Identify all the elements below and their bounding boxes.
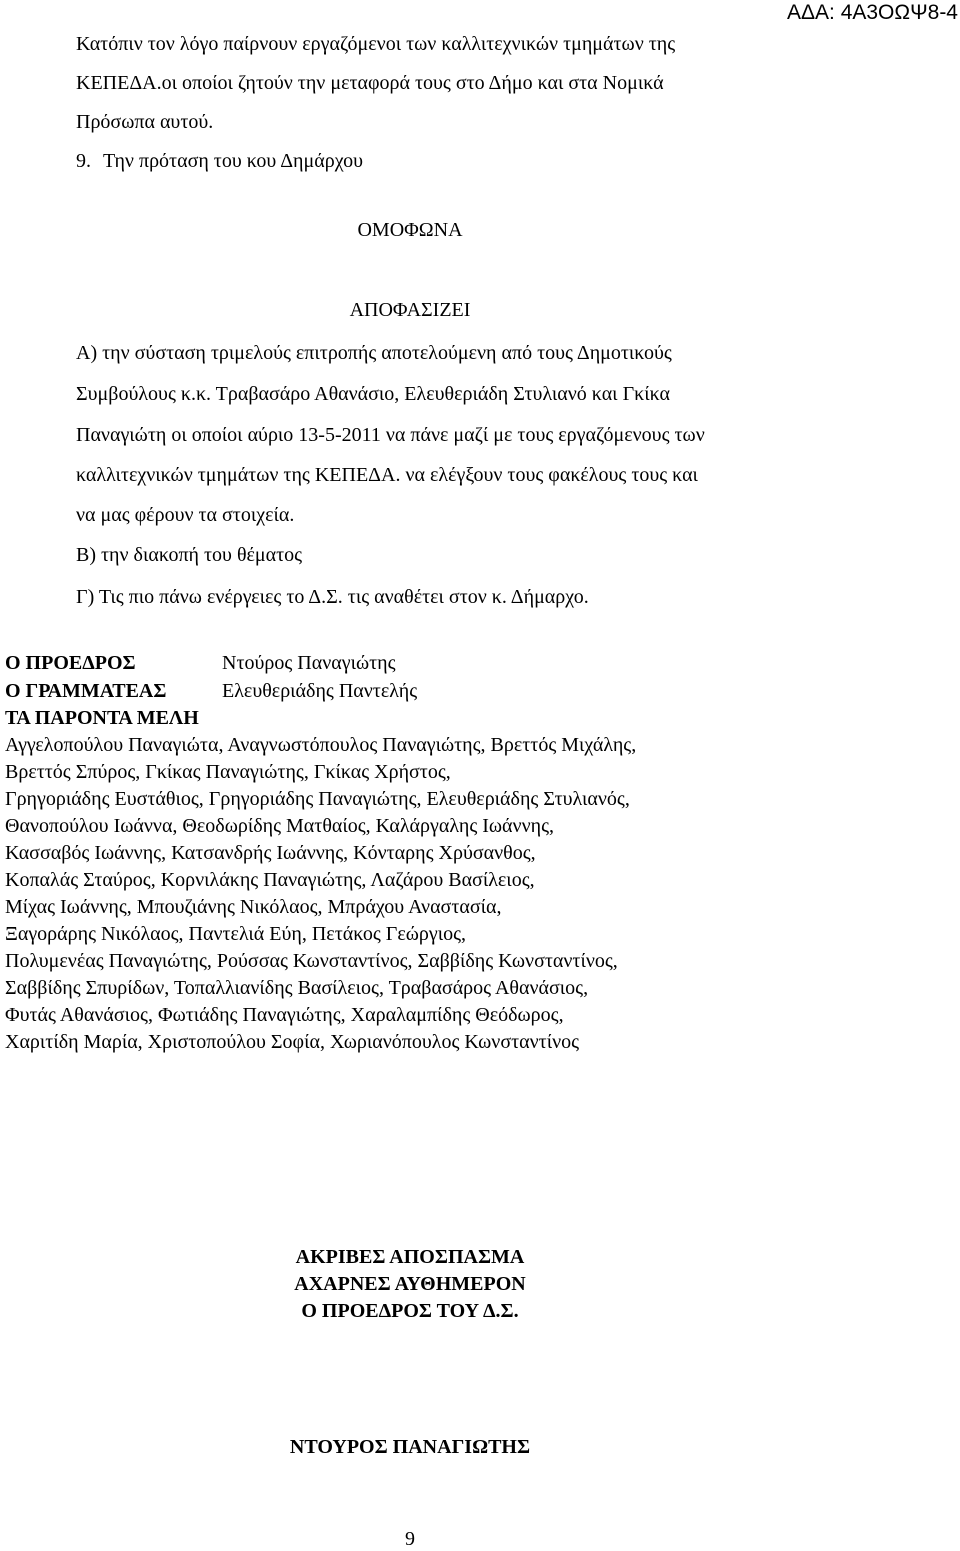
certification-line-2: ΑΧΑΡΝΕΣ ΑΥΘΗΜΕΡΟΝ [294,1273,526,1295]
decision-line-7: Γ) Τις πιο πάνω ενέργειες το Δ.Σ. τις αναθέτει στον κ. Δήμαρχο. [76,586,589,608]
decision-line-4: καλλιτεχνικών τμημάτων της ΚΕΠΕΔΑ. να ελέγξουν τους φακέλους τους και [76,464,698,486]
members-line-12: Χαριτίδη Μαρία, Χριστοπούλου Σοφία, Χωριανόπουλος Κωνσταντίνος [5,1031,580,1053]
secretary-name: Ελευθεριάδης Παντελής [222,680,418,702]
members-line-5: Κασσαβός Ιωάννης, Κατσανδρής Ιωάννης, Κόνταρης Χρύσανθος, [5,842,536,864]
certification-line-3: Ο ΠΡΟΕΔΡΟΣ ΤΟΥ Δ.Σ. [301,1300,519,1322]
members-line-6: Κοπαλάς Σταύρος, Κορνιλάκης Παναγιώτης, Λαζάρου Βασίλειος, [5,869,535,891]
members-line-4: Θανοπούλου Ιωάννα, Θεοδωρίδης Ματθαίος, Καλάργαλης Ιωάννης, [5,815,555,837]
decision-line-3: Παναγιώτη οι οποίοι αύριο 13-5-2011 να πάνε μαζί με τους εργαζόμενους των [76,424,705,446]
members-label: ΤΑ ΠΑΡΟΝΤΑ ΜΕΛΗ [5,707,199,729]
members-line-3: Γρηγοριάδης Ευστάθιος, Γρηγοριάδης Παναγιώτης, Ελευθεριάδης Στυλιανός, [5,788,630,810]
president-label: Ο ΠΡΟΕΔΡΟΣ [5,652,136,674]
decides-heading: ΑΠΟΦΑΣΙΖΕΙ [349,299,471,321]
signatory-name: ΝΤΟΥΡΟΣ ΠΑΝΑΓΙΩΤΗΣ [289,1436,531,1458]
intro-line-1: Κατόπιν τον λόγο παίρνουν εργαζόμενοι των καλλιτεχνικών τμημάτων της [76,33,676,55]
certification-line-1: ΑΚΡΙΒΕΣ ΑΠΟΣΠΑΣΜΑ [295,1246,525,1268]
members-line-2: Βρεττός Σπύρος, Γκίκας Παναγιώτης, Γκίκας Χρήστος, [5,761,451,783]
president-name: Ντούρος Παναγιώτης [222,652,396,674]
agenda-item-text: Την πρόταση του κου Δημάρχου [103,150,364,172]
members-line-8: Ξαγοράρης Νικόλαος, Παντελιά Εύη, Πετάκος Γεώργιος, [5,923,467,945]
intro-line-2: ΚΕΠΕΔΑ.οι οποίοι ζητούν την μεταφορά τους στο Δήμο και στα Νομικά [76,72,664,94]
unanimous-heading: ΟΜΟΦΩΝΑ [357,219,463,241]
members-line-1: Αγγελοπούλου Παναγιώτα, Αναγνωστόπουλος Παναγιώτης, Βρεττός Μιχάλης, [5,734,637,756]
secretary-row [5,679,417,703]
members-line-7: Μίχας Ιωάννης, Μπουζιάνης Νικόλαος, Μπράχου Αναστασία, [5,896,502,918]
members-line-9: Πολυμενέας Παναγιώτης, Ρούσσας Κωνσταντίνος, Σαββίδης Κωνσταντίνος, [5,950,618,972]
members-line-10: Σαββίδης Σπυρίδων, Τοπαλλιανίδης Βασίλειος, Τραβασάρος Αθανάσιος, [5,977,589,999]
decision-line-6: Β) την διακοπή του θέματος [76,544,303,566]
secretary-label: Ο ΓΡΑΜΜΑΤΕΑΣ [5,680,167,702]
decision-line-5: να μας φέρουν τα στοιχεία. [76,504,295,526]
members-line-11: Φυτάς Αθανάσιος, Φωτιάδης Παναγιώτης, Χαραλαμπίδης Θεόδωρος, [5,1004,564,1026]
agenda-item-number: 9. [76,150,91,172]
page-number: 9 [405,1528,415,1550]
decision-line-1: Α) την σύσταση τριμελούς επιτροπής αποτελούμενη από τους Δημοτικούς [76,342,672,364]
intro-line-3: Πρόσωπα αυτού. [76,111,214,133]
ada-code: ΑΔΑ: 4Α3ΟΩΨ8-4 [786,1,958,24]
president-row [5,651,396,675]
decision-line-2: Συμβούλους κ.κ. Τραβασάρο Αθανάσιο, Ελευθεριάδη Στυλιανό και Γκίκα [76,383,670,405]
